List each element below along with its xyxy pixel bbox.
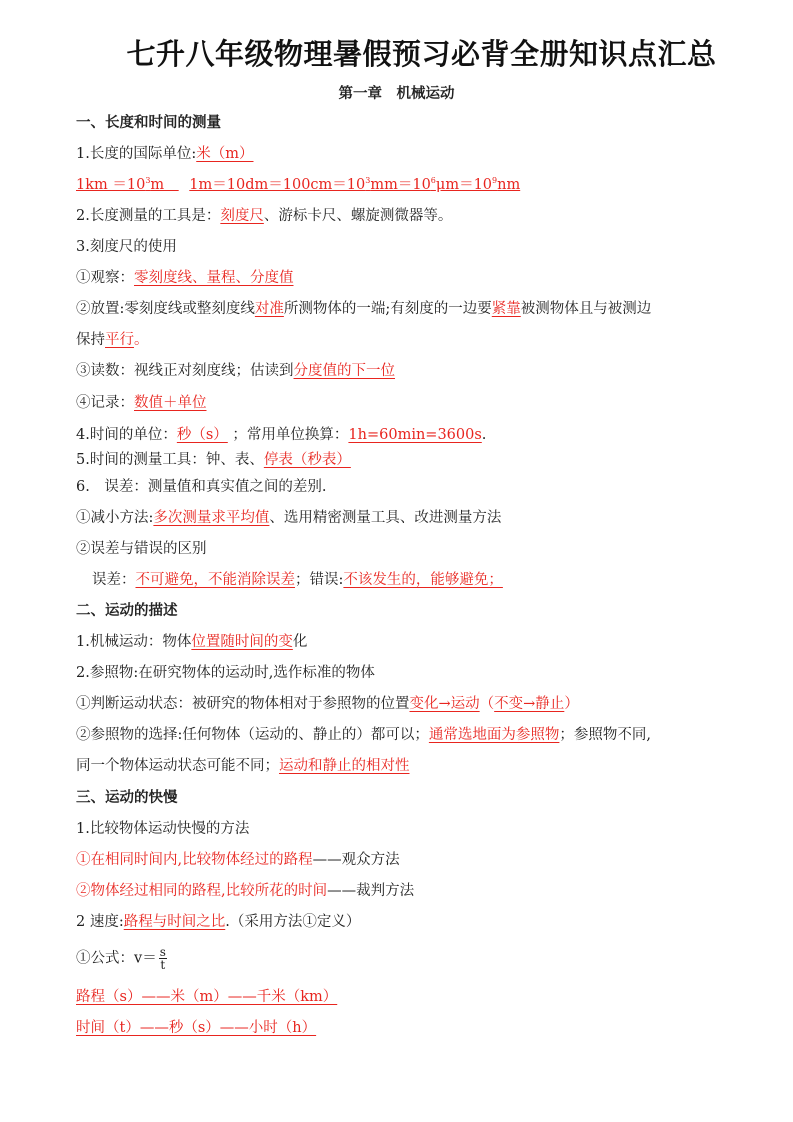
answer: 多次测量求平均值	[153, 510, 270, 526]
line-time-units	[76, 1019, 316, 1037]
answer: 分度值的下一位	[293, 363, 395, 379]
answer: $1km =10^3m$	[76, 176, 179, 193]
formula-fraction: $\frac{s}{t}$	[159, 945, 166, 972]
line-observe: ①观察：零刻度线、量程、分度值	[76, 270, 294, 286]
answer: 路程（s）——米（m）——千米（km）	[76, 989, 338, 1005]
line-time-tools: 5.时间的测量工具：钟、表、停表（秒表）	[76, 452, 351, 468]
line-reference-choice: ②参照物的选择:任何物体（运动的、静止的）都可以；通常选地面为参照物；参照物不同,	[76, 727, 651, 743]
line-mechanical-motion: 1.机械运动：物体位置随时间的变化	[76, 634, 308, 650]
line-record: ④记录：数值＋单位	[76, 395, 207, 411]
text: 1.长度的国际单位:	[76, 146, 197, 162]
section-heading-1: 一、长度和时间的测量	[76, 115, 221, 131]
answer: 路程与时间之比	[123, 914, 226, 930]
answer: 停表（秒表）	[263, 452, 351, 468]
line-error-mistake-detail: 误差：不可避免，不能消除误差；错误:不该发生的，能够避免；	[92, 572, 503, 588]
line-time-unit: 4.时间的单位：秒（s） ；常用单位换算：1h=60min=3600s.	[76, 427, 487, 443]
answer: 米（m）	[196, 146, 254, 162]
answer: 变化→运动	[409, 696, 480, 712]
line-relativity: 同一个物体运动状态可能不同；运动和静止的相对性	[76, 758, 410, 774]
answer: 紧靠	[491, 301, 521, 317]
answer: 数值＋单位	[134, 395, 207, 411]
answer: 不该发生的，能够避免；	[343, 572, 503, 588]
answer: 刻度尺	[220, 208, 264, 224]
line-placement-cont: 保持平行。	[76, 332, 149, 348]
line-ruler-usage: 3.刻度尺的使用	[76, 239, 177, 255]
line-compare-methods: 1.比较物体运动快慢的方法	[76, 821, 250, 837]
line-reading: ③读数：视线正对刻度线；估读到分度值的下一位	[76, 363, 395, 379]
answer: 秒（s）	[176, 427, 228, 443]
line-method-2: ②物体经过相同的路程,比较所花的时间——裁判方法	[76, 883, 415, 899]
answer: 1h=60min=3600s	[348, 427, 482, 443]
line-placement: ②放置:零刻度线或整刻度线对准所测物体的一端;有刻度的一边要紧靠被测物体且与被测边	[76, 301, 652, 317]
answer: 平行	[105, 332, 134, 348]
answer: 不可避免，不能消除误差	[135, 572, 295, 588]
section-heading-2: 二、运动的描述	[76, 603, 178, 619]
answer: 位置随时间的变	[191, 634, 293, 650]
line-judge-state: ①判断运动状态：被研究的物体相对于参照物的位置变化→运动（不变→静止）	[76, 696, 579, 712]
answer: 对准	[254, 301, 284, 317]
answer: 通常选地面为参照物	[428, 727, 560, 743]
line-method-1: ①在相同时间内,比较物体经过的路程——观众方法	[76, 852, 400, 868]
line-error: 6. 误差：测量值和真实值之间的差别.	[76, 479, 327, 495]
chapter-title: 第一章 机械运动	[338, 86, 455, 102]
section-heading-3: 三、运动的快慢	[76, 790, 178, 806]
answer: 运动和静止的相对性	[279, 758, 410, 774]
answer: 零刻度线、量程、分度值	[134, 270, 294, 286]
line-distance-units	[76, 988, 337, 1006]
page-title: 七升八年级物理暑假预习必背全册知识点汇总	[126, 37, 717, 71]
line-tools: 2.长度测量的工具是：刻度尺、游标卡尺、螺旋测微器等。	[76, 208, 453, 224]
line-unit-conversion	[76, 176, 520, 194]
answer: 不变→静止	[494, 696, 565, 712]
line-reduce-error: ①减小方法:多次测量求平均值、选用精密测量工具、改进测量方法	[76, 510, 502, 526]
line-error-vs-mistake: ②误差与错误的区别	[76, 541, 207, 557]
line-reference: 2.参照物:在研究物体的运动时,选作标准的物体	[76, 665, 375, 681]
answer: 时间（t）——秒（s）——小时（h）	[76, 1020, 317, 1036]
line-si-unit	[76, 145, 253, 163]
answer: $1m=10dm=100cm=10^3mm=10^6\mu m=10^9nm$	[189, 176, 521, 193]
line-formula: ①公式：v＝ $\frac{s}{t}$	[76, 945, 166, 972]
line-speed: 2 速度:路程与时间之比.（采用方法①定义）	[76, 914, 361, 930]
